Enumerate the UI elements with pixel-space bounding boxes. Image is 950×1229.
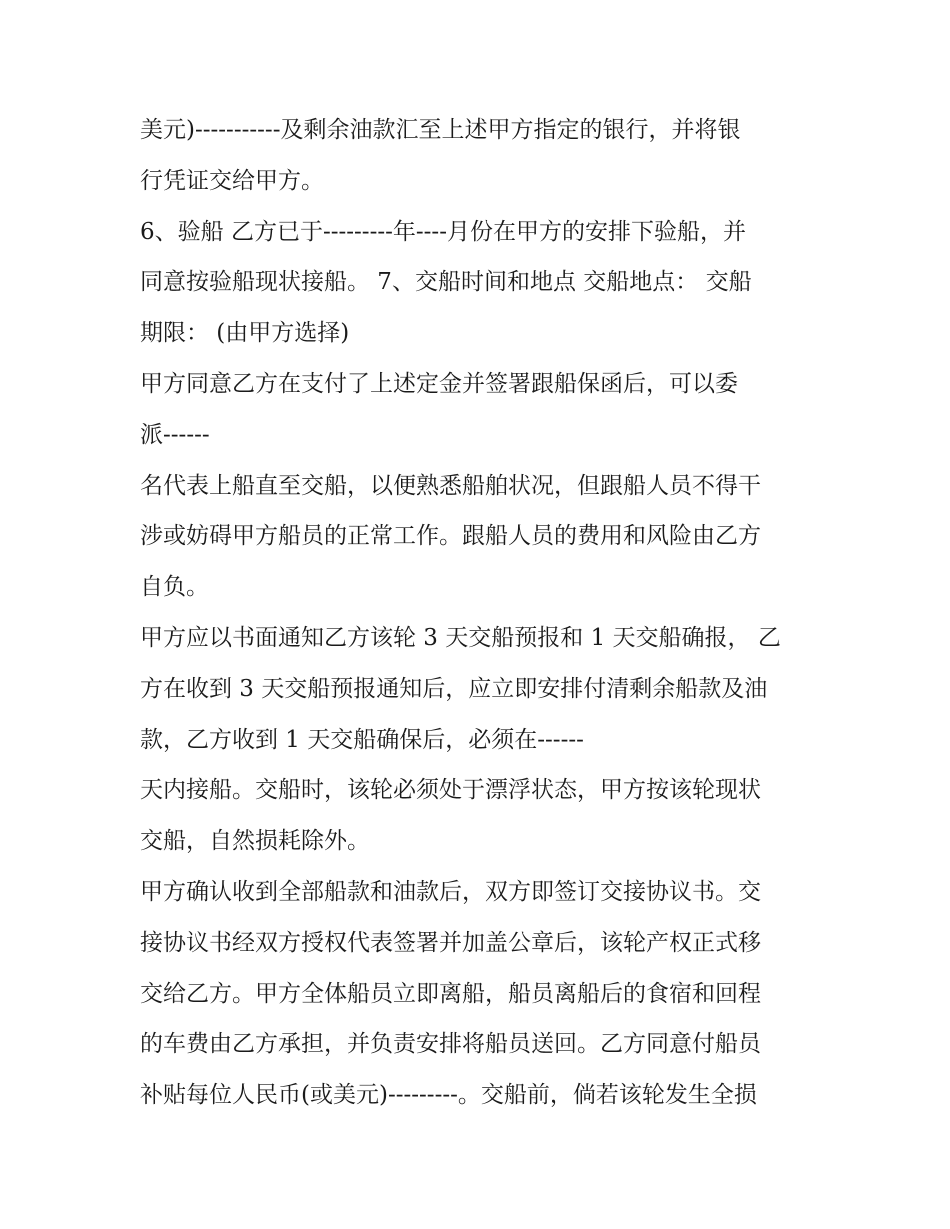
text-line: 行凭证交给甲方。 <box>140 167 324 194</box>
text-line: 款，乙方收到 1 天交船确保后，必须在------ <box>140 726 584 753</box>
text-line: 交船，自然损耗除外。 <box>140 828 370 855</box>
text-line: 期限： (由甲方选择) <box>140 320 350 347</box>
text-line: 名代表上船直至交船，以便熟悉船舶状况，但跟船人员不得干 <box>140 472 761 499</box>
contract-text <box>140 105 820 1121</box>
text-line: 甲方同意乙方在支付了上述定金并签署跟船保函后，可以委 <box>140 370 738 397</box>
text-line: 美元)-----------及剩余油款汇至上述甲方指定的银行，并将银 <box>140 117 741 143</box>
text-line: 同意按验船现状接船。 7、交船时间和地点 交船地点： 交船 <box>140 269 752 296</box>
text-line: 天内接船。交船时，该轮必须处于漂浮状态，甲方按该轮现状 <box>140 777 761 804</box>
text-line: 交给乙方。甲方全体船员立即离船，船员离船后的食宿和回程 <box>140 980 761 1007</box>
text-line: 方在收到 3 天交船预报通知后，应立即安排付清剩余船款及油 <box>140 675 768 702</box>
text-line: 接协议书经双方授权代表签署并加盖公章后，该轮产权正式移 <box>140 929 761 956</box>
text-line: 自负。 <box>140 574 209 601</box>
text-line: 6、验船 乙方已于---------年----月份在甲方的安排下验船，并 <box>140 218 746 245</box>
text-line: 的车费由乙方承担，并负责安排将船员送回。乙方同意付船员 <box>140 1031 761 1058</box>
text-line: 涉或妨碍甲方船员的正常工作。跟船人员的费用和风险由乙方 <box>140 523 761 550</box>
text-line: 派------ <box>140 421 210 448</box>
text-line: 甲方确认收到全部船款和油款后，双方即签订交接协议书。交 <box>140 878 761 905</box>
text-line: 补贴每位人民币(或美元)---------。交船前，倘若该轮发生全损 <box>140 1082 757 1109</box>
text-line: 甲方应以书面通知乙方该轮 3 天交船预报和 1 天交船确报， 乙 <box>140 624 781 651</box>
